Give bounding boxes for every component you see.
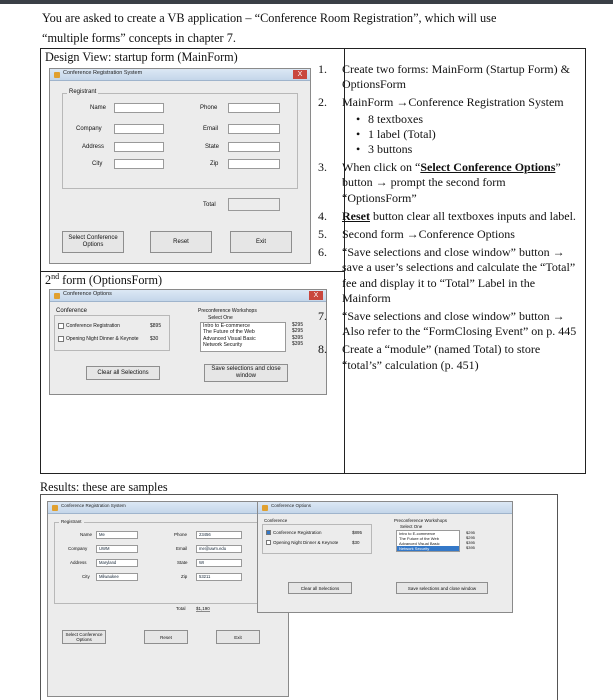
bullet-item: • 3 buttons	[342, 142, 580, 157]
close-icon[interactable]: X	[309, 291, 323, 300]
total-label	[228, 198, 280, 211]
intro-line-2: “multiple forms” concepts in chapter 7.	[42, 31, 236, 45]
registrant-group-label: Registrant	[69, 89, 97, 95]
step-text: ” button → prompt the second form “OptionsForm”	[342, 160, 561, 205]
step-number: 5.	[318, 227, 327, 242]
clear-all-selections-button[interactable]: Clear all Selections	[86, 366, 160, 380]
design-view-title: Design View: startup form (MainForm)	[45, 50, 238, 64]
step-text: MainForm →Conference Registration System	[342, 95, 564, 110]
instruction-steps	[318, 62, 580, 376]
workshop-prices	[290, 322, 303, 348]
step-number: 2.	[318, 95, 327, 110]
sample-clear-selections-button[interactable]: Clear all Selections	[288, 582, 352, 594]
step-number: 4.	[318, 208, 327, 223]
address-label: Address	[82, 144, 105, 150]
step-number: 6.	[318, 245, 327, 260]
workshops-listbox[interactable]	[200, 322, 286, 352]
sample-registrant-label: Registrant	[61, 519, 82, 524]
total-caption-label: Total	[203, 202, 216, 208]
results-sample-box	[40, 494, 558, 700]
step-2-bullets	[342, 112, 580, 158]
sample-total-caption: Total	[176, 606, 186, 611]
workshop-price: $295	[292, 328, 304, 335]
workshop-price: $395	[292, 341, 304, 348]
step-emphasis: Select Conference Options	[420, 160, 556, 175]
step-text: Create two forms: MainForm (Startup Form) & OptionsForm	[342, 62, 570, 92]
sample-select-one-label: Select One	[400, 524, 423, 529]
second-form-title-sup: nd	[51, 272, 60, 281]
step-number: 3.	[318, 160, 327, 175]
step-text: button clear all textboxes inputs and label.	[369, 208, 576, 223]
city-textbox[interactable]	[114, 159, 164, 169]
conference-registration-price: $895	[150, 323, 162, 329]
app-icon	[262, 505, 268, 511]
bullet-item: • 8 textboxes	[342, 112, 580, 127]
conference-group-label: Conference	[56, 308, 88, 314]
close-icon[interactable]: X	[293, 70, 307, 79]
step-text: “Save selections and close window” button → save a user’s selections and calculate the “Total” fee and display it to “Total” Label in the Mainform	[342, 245, 576, 305]
options-form-window	[49, 289, 327, 395]
name-textbox[interactable]	[114, 103, 164, 113]
select-one-label: Select One	[208, 315, 233, 321]
sample-name-textbox[interactable]: Me	[96, 531, 138, 539]
intro-paragraph	[42, 8, 582, 48]
step-text: Second form →Conference Options	[342, 227, 515, 242]
sample-select-conference-button[interactable]: Select Conference Options	[62, 630, 106, 644]
state-label: State	[205, 144, 220, 150]
opening-night-checkbox[interactable]	[58, 336, 64, 342]
step-8	[318, 342, 580, 372]
step-text: “Save selections and close window” button → Also refer to the “FormClosing Event” on p. 445	[342, 309, 577, 339]
workshop-item[interactable]: Network Security	[203, 342, 243, 349]
main-form-window	[49, 68, 311, 264]
sample-conference-group	[262, 524, 372, 554]
sample-conference-registration-checkbox[interactable]	[266, 530, 271, 535]
workshop-item[interactable]: Intro to E-commerce	[399, 531, 436, 536]
sample-conference-registration-label: Conference Registration	[273, 530, 322, 535]
step-text: When click on “	[342, 160, 421, 175]
conference-group	[54, 315, 170, 351]
step-number: 7.	[318, 309, 327, 324]
workshop-item-selected[interactable]: Network Security	[397, 546, 459, 551]
bullet-item: • 1 label (Total)	[342, 127, 580, 142]
state-textbox[interactable]	[228, 142, 280, 152]
sample-workshops-listbox[interactable]	[396, 530, 460, 552]
step-emphasis: Reset	[342, 208, 370, 223]
sample-main-title: Conference Registration System	[61, 503, 126, 508]
sample-state-textbox[interactable]: WI	[196, 559, 242, 567]
step-2	[318, 95, 580, 157]
sample-name-label: Name	[80, 532, 93, 537]
reset-button[interactable]: Reset	[150, 231, 212, 253]
options-form-title: Conference Options	[63, 291, 112, 297]
sample-phone-label: Phone	[174, 532, 188, 537]
step-number: 8.	[318, 342, 327, 357]
select-conference-options-button[interactable]: Select Conference Options	[62, 231, 124, 253]
top-border-strip	[0, 0, 613, 4]
conference-registration-label: Conference Registration	[66, 323, 120, 329]
workshop-item[interactable]: The Future of the Web	[399, 536, 439, 541]
step-5	[318, 227, 580, 242]
second-form-title-num: 2	[45, 273, 52, 288]
sample-exit-button[interactable]: Exit	[216, 630, 260, 644]
sample-zip-textbox[interactable]: 53211	[196, 573, 242, 581]
company-textbox[interactable]	[114, 124, 164, 134]
sample-conference-registration-price: $895	[352, 530, 363, 535]
sample-total-value: $1,190	[196, 606, 210, 611]
sample-workshops-title: Preconference Workshops	[394, 518, 447, 523]
sample-company-textbox[interactable]: UWM	[96, 545, 138, 553]
main-form-title: Conference Registration System	[63, 70, 143, 76]
phone-textbox[interactable]	[228, 103, 280, 113]
main-form-titlebar	[50, 69, 310, 81]
sample-conference-group-label: Conference	[264, 518, 288, 523]
address-textbox[interactable]	[114, 142, 164, 152]
sample-opening-night-price: $30	[352, 540, 360, 545]
step-6	[318, 245, 580, 306]
results-title: Results: these are samples	[40, 480, 168, 494]
sample-options-form	[257, 501, 513, 613]
sample-company-label: Company	[68, 546, 88, 551]
workshop-price: $295	[292, 322, 304, 328]
sample-state-label: State	[177, 560, 188, 565]
step-3	[318, 160, 580, 206]
second-form-title	[45, 272, 162, 288]
workshop-price: $395	[292, 334, 304, 341]
email-label: Email	[203, 126, 219, 132]
second-form-title-rest: form (OptionsForm)	[59, 273, 163, 288]
sample-city-label: City	[82, 574, 90, 579]
sample-email-label: Email	[176, 546, 188, 551]
zip-textbox[interactable]	[228, 159, 280, 169]
sample-address-textbox[interactable]: Maryland	[96, 559, 138, 567]
sample-address-label: Address	[70, 560, 87, 565]
app-icon	[54, 72, 60, 78]
city-label: City	[92, 161, 103, 167]
sample-email-textbox[interactable]: me@uwm.edu	[196, 545, 242, 553]
opening-night-price: $30	[150, 336, 159, 342]
step-text: Create a “module” (named Total) to store “total’s” calculation (p. 451)	[342, 342, 541, 372]
sample-phone-textbox[interactable]: 23456	[196, 531, 242, 539]
sample-options-titlebar	[258, 502, 512, 514]
company-label: Company	[76, 126, 102, 132]
phone-label: Phone	[200, 105, 218, 111]
workshop-item[interactable]: Advanced Visual Basic	[399, 541, 440, 546]
exit-button[interactable]: Exit	[230, 231, 292, 253]
workshop-price: $295	[466, 530, 475, 535]
sample-workshop-prices	[464, 530, 475, 550]
app-icon	[52, 505, 58, 511]
workshop-price: $395	[466, 545, 475, 550]
app-icon	[54, 293, 60, 299]
step-7	[318, 309, 580, 339]
workshops-title: Preconference Workshops	[198, 308, 257, 314]
workshop-item[interactable]: Advanced Visual Basic	[203, 335, 256, 342]
step-number: 1.	[318, 62, 327, 76]
sample-save-selections-button[interactable]: Save selections and close window	[396, 582, 488, 594]
sample-main-form	[47, 501, 289, 697]
options-form-titlebar	[50, 290, 326, 302]
intro-line-1: You are asked to create a VB application – “Conference Room Registration”, which will use	[42, 11, 497, 25]
opening-night-label: Opening Night Dinner & Keynote	[66, 336, 139, 342]
sample-main-titlebar	[48, 502, 288, 514]
email-textbox[interactable]	[228, 124, 280, 134]
workshop-item[interactable]: The Future of the Web	[203, 329, 255, 336]
conference-registration-checkbox[interactable]	[58, 323, 64, 329]
zip-label: Zip	[210, 161, 219, 167]
sample-city-textbox[interactable]: Milwaukee	[96, 573, 138, 581]
sample-opening-night-label: Opening Night Dinner & Keynote	[273, 540, 339, 545]
workshop-price: $295	[466, 535, 475, 540]
sample-options-title: Conference Options	[271, 503, 312, 508]
workshop-price: $395	[466, 540, 475, 545]
step-1	[318, 62, 580, 92]
step-4	[318, 209, 580, 224]
workshop-item[interactable]: Intro to E-commerce	[203, 323, 250, 329]
name-label: Name	[90, 105, 107, 111]
sample-opening-night-checkbox[interactable]	[266, 540, 271, 545]
sample-zip-label: Zip	[181, 574, 188, 579]
save-selections-button[interactable]: Save selections and close window	[204, 364, 288, 382]
sample-reset-button[interactable]: Reset	[144, 630, 188, 644]
